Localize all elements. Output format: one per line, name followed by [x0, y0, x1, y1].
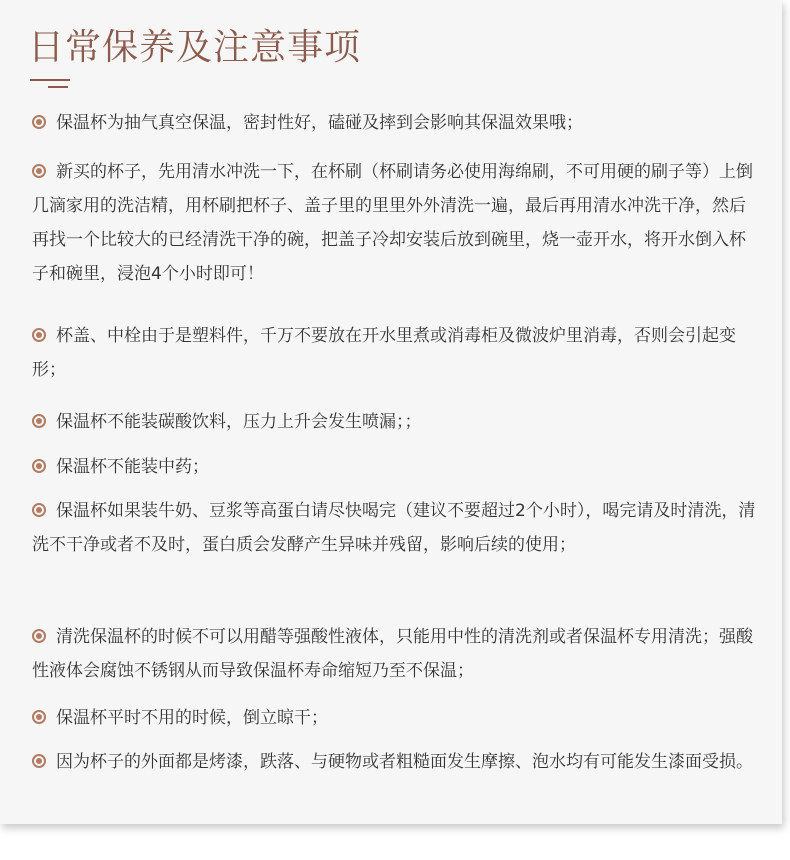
care-item: [32, 450, 760, 484]
care-item-text: 因为杯子的外面都是烤漆，跌落、与硬物或者粗糙面发生摩擦、泡水均有可能发生漆面受损。: [56, 752, 753, 772]
circle-dot-icon: [32, 629, 46, 643]
care-item-text: 保温杯不能装碳酸饮料，压力上升会发生喷漏；；: [56, 412, 422, 432]
circle-dot-icon: [32, 459, 46, 473]
circle-dot-icon: [32, 414, 46, 428]
care-item: [32, 701, 760, 735]
care-item-text: 保温杯如果装牛奶、豆浆等高蛋白请尽快喝完（建议不要超过2个小时），喝完请及时清洗，清洗不干净或者不及时，蛋白质会发酵产生异味并残留，影响后续的使用；: [32, 501, 756, 555]
care-item: [32, 405, 760, 439]
care-item: [32, 620, 760, 688]
care-item-text: 保温杯平时不用的时候，倒立晾干；: [56, 708, 328, 728]
care-item-text: 保温杯不能装中药；: [56, 457, 209, 477]
circle-dot-icon: [32, 503, 46, 517]
page-title: 日常保养及注意事项: [28, 27, 362, 68]
title-underline: [30, 79, 70, 81]
care-item-text: 清洗保温杯的时候不可以用醋等强酸性液体，只能用中性的清洗剂或者保温杯专用清洗；强酸性液体会腐蚀不锈钢从而导致保温杯寿命缩短乃至不保温；: [32, 627, 753, 681]
care-item: [32, 745, 760, 779]
circle-dot-icon: [32, 164, 46, 178]
circle-dot-icon: [32, 754, 46, 768]
circle-dot-icon: [32, 115, 46, 129]
care-item: [32, 155, 760, 291]
circle-dot-icon: [32, 710, 46, 724]
care-item: [32, 494, 760, 562]
care-item-text: 保温杯为抽气真空保温，密封性好，磕碰及摔到会影响其保温效果哦；: [56, 113, 583, 133]
care-item: [32, 319, 760, 387]
care-item-text: 新买的杯子，先用清水冲洗一下，在杯刷（杯刷请务必使用海绵刷，不可用硬的刷子等）上倒几滴家用的洗洁精，用杯刷把杯子、盖子里的里里外外清洗一遍，最后再用清水冲洗干净，然后再找一个比较大的已经清洗干净的碗，把盖子冷却安装后放到碗里，烧一壶开水，将开水倒入杯子和碗里，浸泡4个小时即可！: [32, 162, 753, 284]
care-item: [32, 106, 760, 140]
title-underline-accent: [48, 86, 68, 88]
circle-dot-icon: [32, 328, 46, 342]
care-item-text: 杯盖、中栓由于是塑料件，千万不要放在开水里煮或消毒柜及微波炉里消毒，否则会引起变形；: [32, 326, 736, 380]
